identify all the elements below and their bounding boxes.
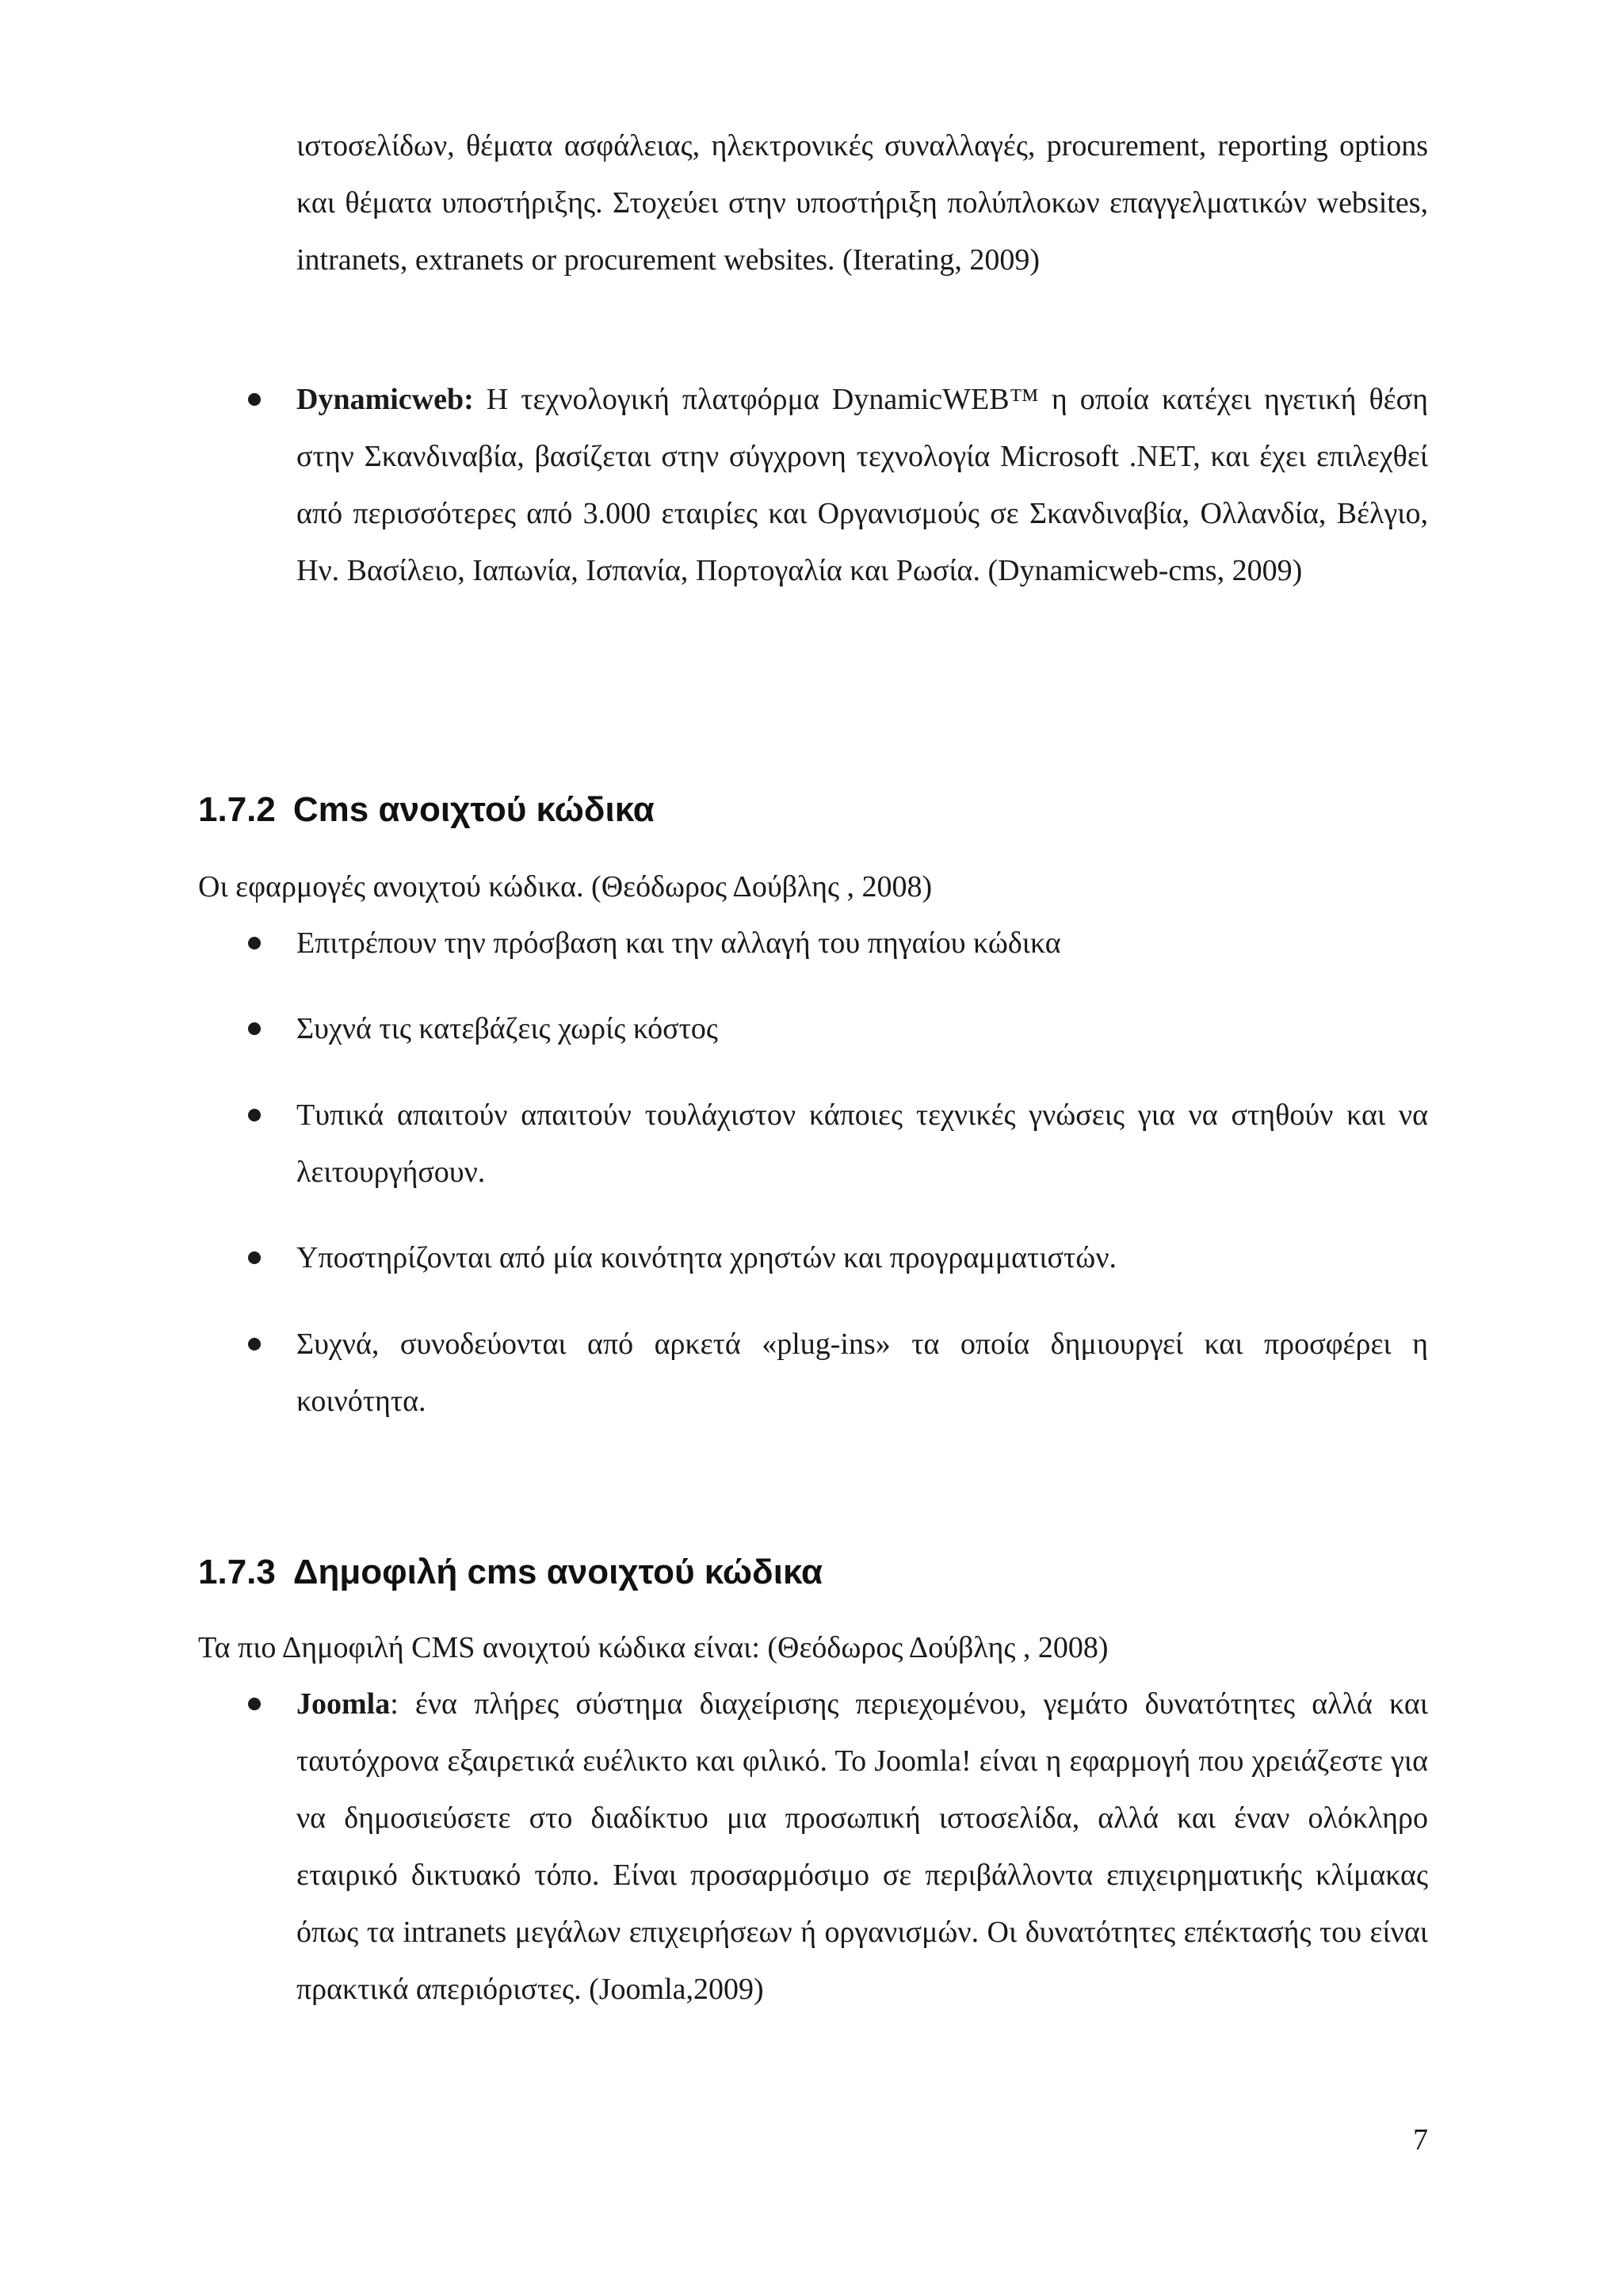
list-item: Τυπικά απαιτούν απαιτούν τουλάχιστον κάποιες τεχνικές γνώσεις για να στηθούν και να λειτουργήσουν.	[296, 1098, 1428, 1189]
bullet-icon	[248, 1698, 261, 1710]
dynamicweb-term: Dynamicweb:	[296, 383, 474, 416]
section-title: Δημοφιλή cms ανοιχτού κώδικα	[292, 1553, 823, 1591]
list-item: Συχνά, συνοδεύονται από αρκετά «plug-ins» τα οποία δημιουργεί και προσφέρει η κοινότητα.	[296, 1328, 1428, 1418]
dynamicweb-item	[296, 371, 1428, 599]
section-number: 1.7.3	[198, 1553, 276, 1591]
section-1-7-3-intro: Τα πιο Δημοφιλή CMS ανοιχτού κώδικα είναι: (Θεόδωρος Δούβλης , 2008)	[198, 1631, 1109, 1664]
dynamicweb-description: Η τεχνολογική πλατφόρμα DynamicWEB™ η οποία κατέχει ηγετική θέση στην Σκανδιναβία, βασίζεται στην σύγχρονη τεχνολογία Microsoft .NET, και έχει επιλεχθεί από περισσότερες από 3.000 εταιρίες και Οργανισμούς σε Σκανδιναβία, Ολλανδία, Βέλγιο, Ην. Βασίλειο, Ιαπωνία, Ισπανία, Πορτογαλία και Ρωσία. (Dynamicweb-cms, 2009)	[296, 383, 1428, 587]
bullet-icon	[248, 1338, 261, 1350]
continuation-paragraph: ιστοσελίδων, θέματα ασφάλειας, ηλεκτρονικές συναλλαγές, procurement, reporting options και θέματα υποστήριξης. Στοχεύει στην υποστήριξη πολύπλοκων επαγγελματικών websites, intranets, extranets or procurement websites. (Iterating, 2009)	[296, 129, 1428, 277]
list-item: Επιτρέπουν την πρόσβαση και την αλλαγή του πηγαίου κώδικα	[296, 926, 1061, 960]
bullet-icon	[248, 937, 261, 949]
bullet-icon	[248, 1251, 261, 1264]
section-1-7-2-intro: Οι εφαρμογές ανοιχτού κώδικα. (Θεόδωρος Δούβλης , 2008)	[198, 870, 933, 904]
joomla-description: : ένα πλήρες σύστημα διαχείρισης περιεχομένου, γεμάτο δυνατότητες αλλά και ταυτόχρονα εξαιρετικά ευέλικτο και φιλικό. Το Joomla! είναι η εφαρμογή που χρειάζεστε για να δημοσιεύσετε στο διαδίκτυο μια προσωπική ιστοσελίδα, αλλά και έναν ολόκληρο εταιρικό δικτυακό τόπο. Είναι προσαρμόσιμο σε περιβάλλοντα επιχειρηματικής κλίμακας όπως τα intranets μεγάλων επιχειρήσεων ή οργανισμών. Οι δυνατότητες επέκτασής του είναι πρακτικά απεριόριστες. (Joomla,2009)	[296, 1687, 1428, 2006]
bullet-icon	[248, 393, 261, 406]
page-number: 7	[1413, 2123, 1428, 2157]
joomla-item	[296, 1675, 1428, 2018]
bullet-icon	[248, 1109, 261, 1121]
section-title: Cms ανοιχτού κώδικα	[292, 790, 655, 829]
section-1-7-2-heading	[198, 786, 655, 834]
list-item: Συχνά τις κατεβάζεις χωρίς κόστος	[296, 1012, 718, 1045]
section-number: 1.7.2	[198, 790, 276, 829]
list-item: Υποστηρίζονται από μία κοινότητα χρηστών και προγραμματιστών.	[296, 1241, 1117, 1274]
joomla-term: Joomla	[296, 1687, 391, 1721]
section-1-7-3-heading	[198, 1549, 823, 1596]
bullet-icon	[248, 1022, 261, 1035]
